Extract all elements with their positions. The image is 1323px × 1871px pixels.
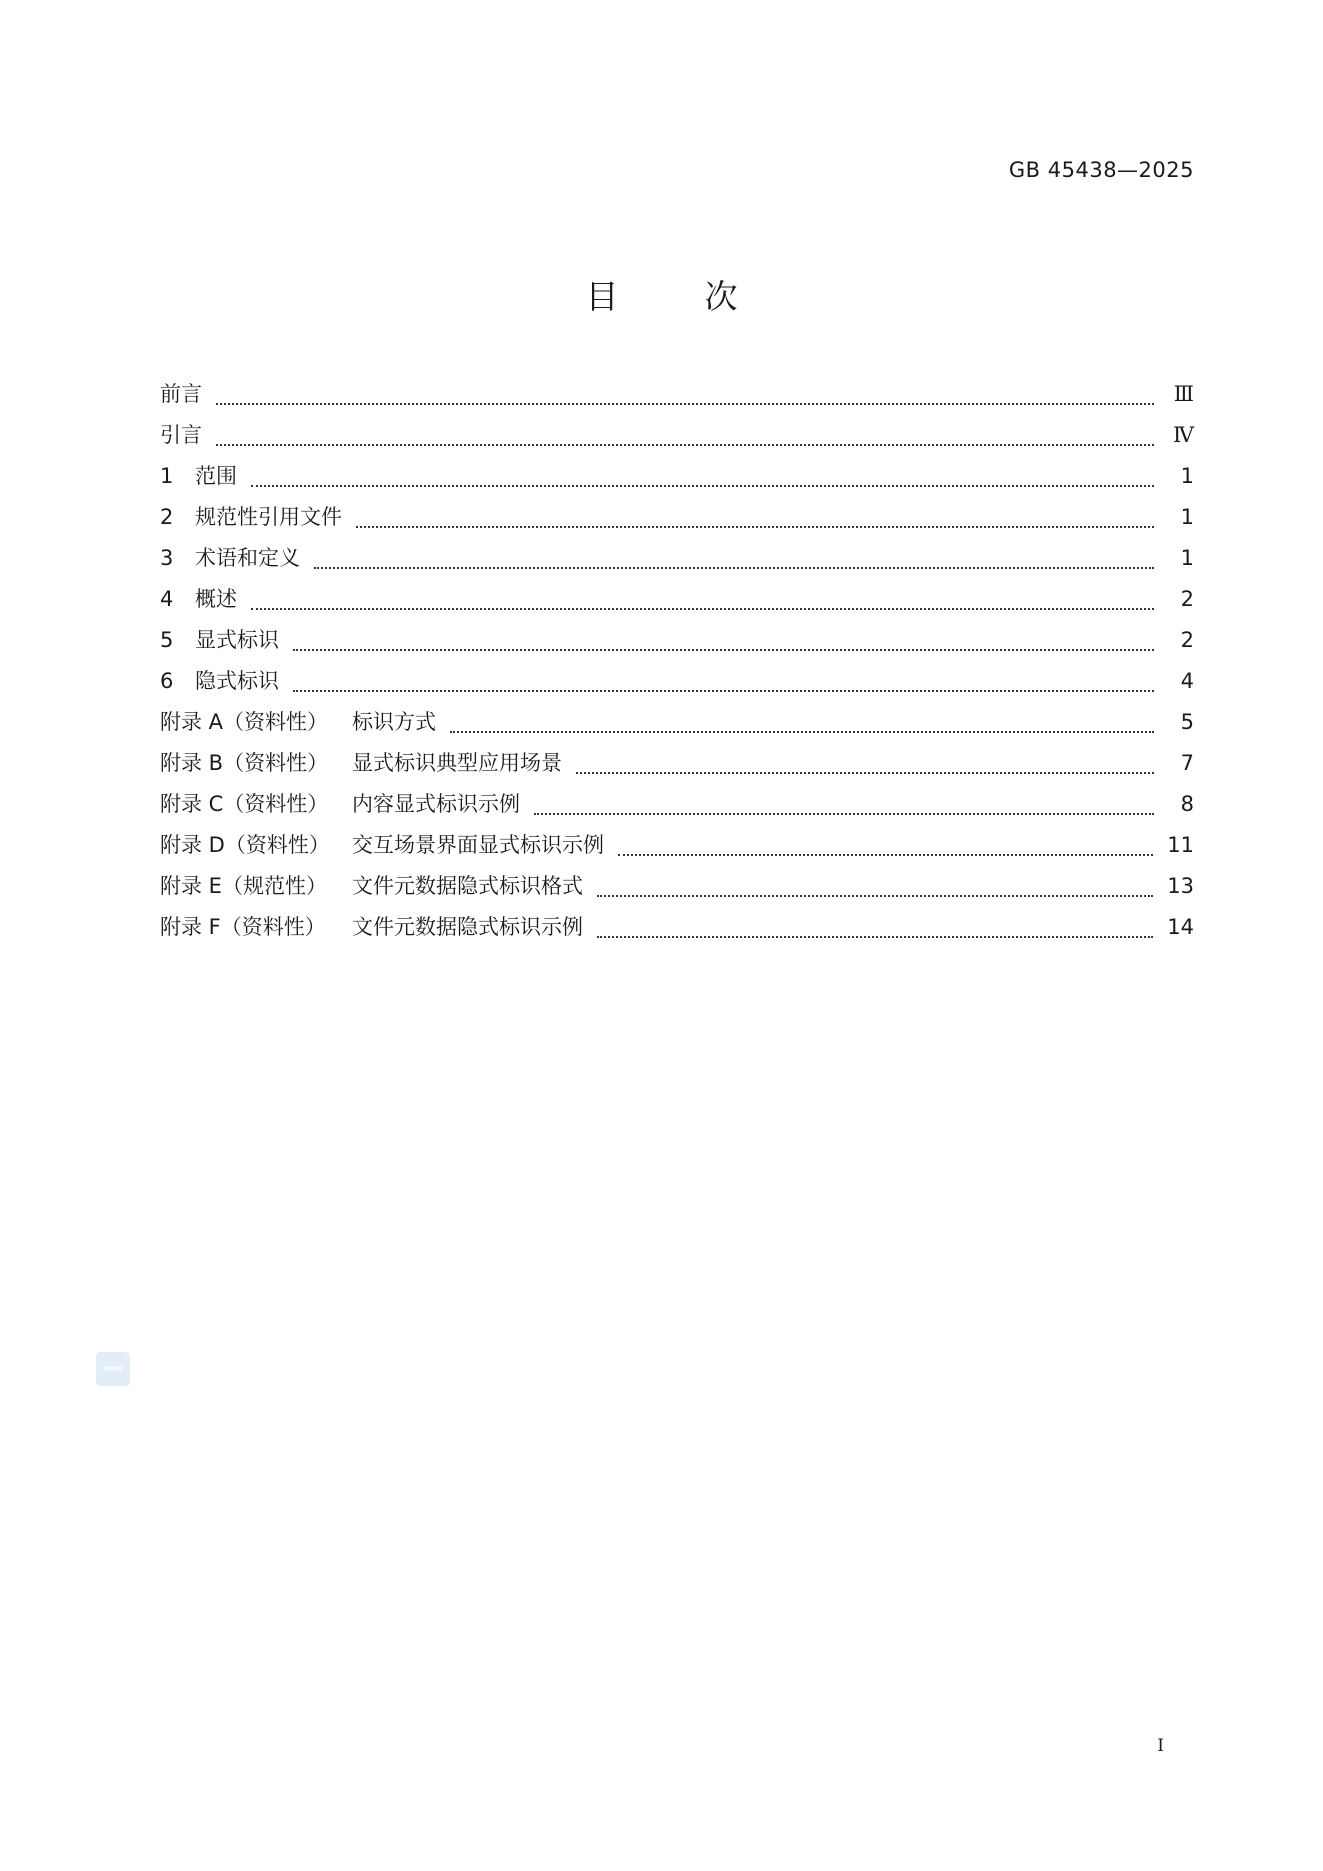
toc-title: [0, 271, 1323, 318]
toc-leader-dots: [251, 608, 1154, 610]
toc-title-char-2: 次: [704, 277, 738, 316]
toc-entry-page: 1: [1180, 505, 1194, 529]
toc-leader-dots: [597, 895, 1153, 897]
toc-entry-label: 隐式标识: [195, 669, 279, 693]
toc-entry-scope[interactable]: [160, 460, 1194, 501]
toc-entry-annex-c[interactable]: [160, 788, 1194, 829]
toc-entry-number: 1: [160, 464, 174, 488]
toc-entry-annex-a[interactable]: [160, 706, 1194, 747]
toc-leader-dots: [534, 813, 1154, 815]
toc-entry-introduction[interactable]: [160, 419, 1194, 460]
toc-entry-normative-references[interactable]: [160, 501, 1194, 542]
toc-entry-implicit-marking[interactable]: [160, 665, 1194, 706]
toc-entry-terms[interactable]: [160, 542, 1194, 583]
toc-entry-label: 规范性引用文件: [195, 505, 342, 529]
standard-code: GB 45438—2025: [1008, 158, 1194, 182]
toc-entry-label: 概述: [195, 587, 237, 611]
toc-entry-label: 显式标识: [195, 628, 279, 652]
toc-entry-label: 文件元数据隐式标识格式: [352, 874, 583, 898]
toc-entry-page: 7: [1180, 751, 1194, 775]
toc-entry-number: 4: [160, 587, 174, 611]
toc-leader-dots: [216, 403, 1154, 405]
toc-entry-label: 文件元数据隐式标识示例: [352, 915, 583, 939]
toc-entry-label: 前言: [160, 382, 202, 406]
toc-entry-annex-e[interactable]: [160, 870, 1194, 911]
toc-entry-foreword[interactable]: [160, 378, 1194, 419]
toc-entry-number: 6: [160, 669, 174, 693]
toc-entry-label: 标识方式: [352, 710, 436, 734]
toc-annex-prefix: 附录 F（资料性）: [160, 915, 326, 939]
toc-title-char-1: 目: [585, 277, 619, 316]
toc-entry-label: 范围: [195, 464, 237, 488]
toc-leader-dots: [293, 690, 1154, 692]
toc-leader-dots: [576, 772, 1154, 774]
toc-entry-page: 2: [1180, 628, 1194, 652]
toc-leader-dots: [356, 526, 1154, 528]
toc-annex-prefix: 附录 C（资料性）: [160, 792, 329, 816]
toc-entry-annex-b[interactable]: [160, 747, 1194, 788]
sac-logo-icon: [96, 1352, 130, 1386]
toc-entry-page: 4: [1180, 669, 1194, 693]
toc-annex-prefix: 附录 A（资料性）: [160, 710, 329, 734]
toc-leader-dots: [314, 567, 1154, 569]
toc-entry-page: Ⅲ: [1173, 382, 1194, 406]
toc-entry-page: Ⅳ: [1173, 423, 1194, 447]
toc-leader-dots: [293, 649, 1154, 651]
toc-entry-label: 交互场景界面显式标识示例: [352, 833, 604, 857]
toc-entry-label: 内容显式标识示例: [352, 792, 520, 816]
toc-entry-explicit-marking[interactable]: [160, 624, 1194, 665]
toc-entry-number: 5: [160, 628, 174, 652]
toc-entry-annex-f[interactable]: [160, 911, 1194, 952]
toc-annex-prefix: 附录 E（规范性）: [160, 874, 327, 898]
table-of-contents: [160, 378, 1194, 952]
toc-leader-dots: [597, 936, 1153, 938]
toc-entry-number: 3: [160, 546, 174, 570]
toc-leader-dots: [251, 485, 1154, 487]
page-number: I: [1157, 1736, 1164, 1756]
toc-entry-page: 5: [1180, 710, 1194, 734]
toc-leader-dots: [450, 731, 1154, 733]
toc-entry-number: 2: [160, 505, 174, 529]
toc-entry-overview[interactable]: [160, 583, 1194, 624]
toc-entry-page: 2: [1180, 587, 1194, 611]
toc-entry-page: 14: [1167, 915, 1194, 939]
toc-leader-dots: [618, 854, 1153, 856]
toc-entry-page: 1: [1180, 546, 1194, 570]
toc-leader-dots: [216, 444, 1154, 446]
toc-entry-page: 13: [1167, 874, 1194, 898]
toc-entry-annex-d[interactable]: [160, 829, 1194, 870]
toc-entry-page: 11: [1167, 833, 1194, 857]
toc-entry-label: 术语和定义: [195, 546, 300, 570]
toc-entry-label: 引言: [160, 423, 202, 447]
toc-entry-page: 1: [1180, 464, 1194, 488]
toc-entry-page: 8: [1180, 792, 1194, 816]
toc-entry-label: 显式标识典型应用场景: [352, 751, 562, 775]
toc-annex-prefix: 附录 D（资料性）: [160, 833, 330, 857]
toc-annex-prefix: 附录 B（资料性）: [160, 751, 329, 775]
